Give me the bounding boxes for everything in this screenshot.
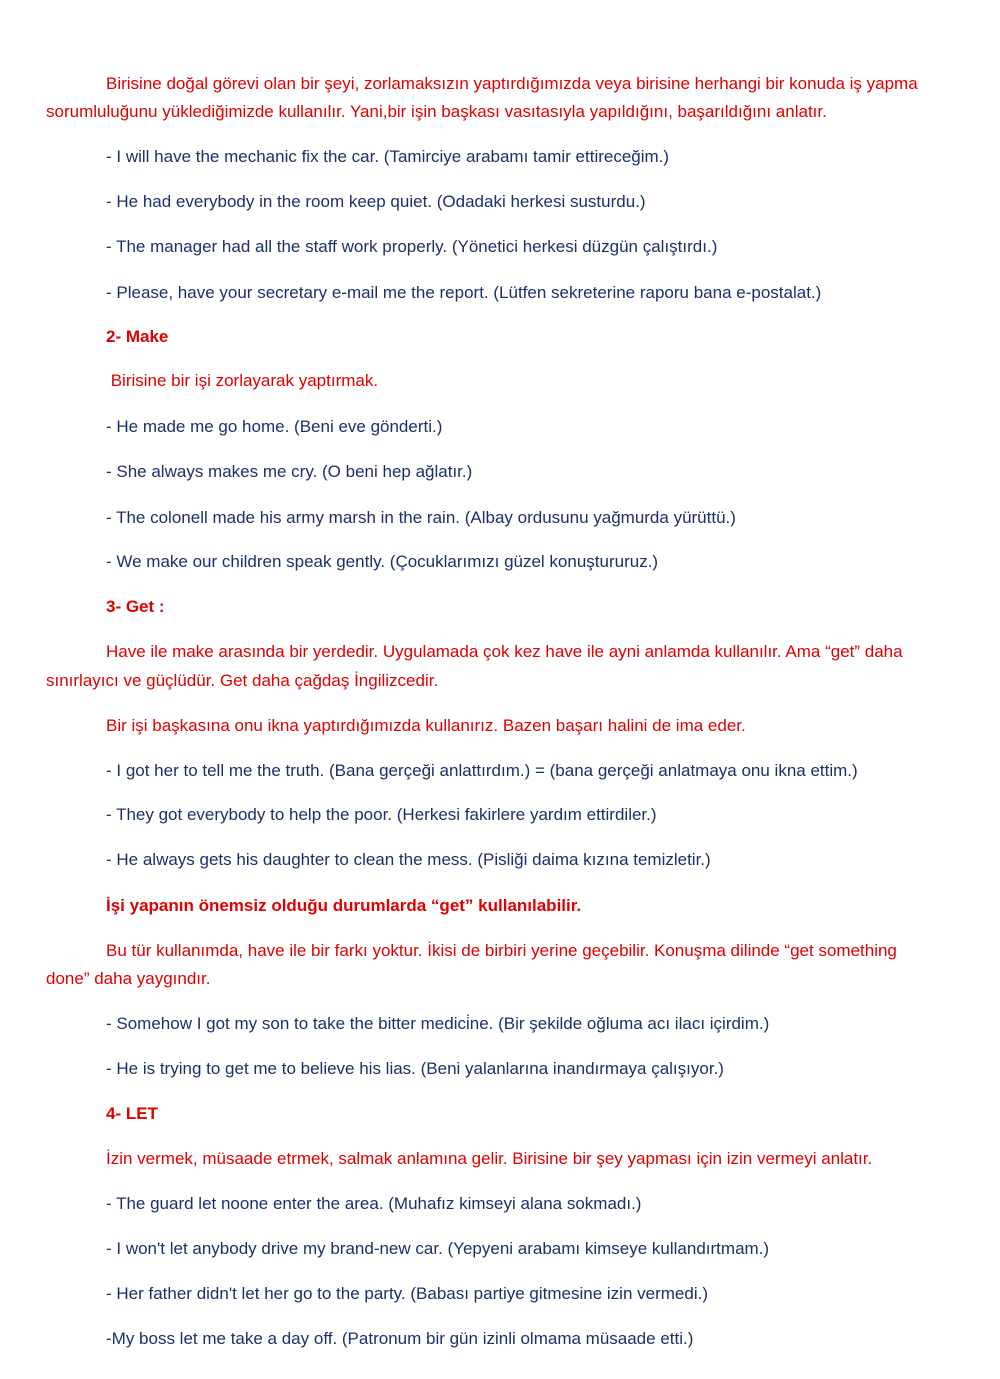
have-example-3: - The manager had all the staff work properly. (Yönetici herkesi düzgün çalıştırdı.) <box>106 237 718 256</box>
get-example-3: - He always gets his daughter to clean the mess. (Pisliği daima kızına temizletir.) <box>106 850 711 869</box>
have-example-1: - I will have the mechanic fix the car. (Tamirciye arabamı tamir ettireceğim.) <box>106 147 670 166</box>
let-example-3: - Her father didn't let her go to the party. (Babası partiye gitmesine izin vermedi.) <box>106 1284 708 1303</box>
intro-line-1: Birisine doğal görevi olan bir şeyi, zorlamaksızın yaptırdığımızda veya birisine herhangi bir konuda iş yapma <box>106 74 918 93</box>
let-example-1: - The guard let noone enter the area. (Muhafız kimseyi alana sokmadı.) <box>106 1194 642 1213</box>
let-example-4: -My boss let me take a day off. (Patronum bir gün izinli olmama müsaade etti.) <box>106 1329 694 1348</box>
get-desc2: Bir işi başkasına onu ikna yaptırdığımızda kullanırız. Bazen başarı halini de ima eder. <box>106 716 746 735</box>
get-desc3-line-1: Bu tür kullanımda, have ile bir farkı yoktur. İkisi de birbiri yerine geçebilir. Konuşma dilinde “get something <box>106 941 897 960</box>
have-example-2: - He had everybody in the room keep quiet. (Odadaki herkesi susturdu.) <box>106 192 646 211</box>
intro-line-2: sorumluluğunu yüklediğimizde kullanılır. Yani,bir işin başkası vasıtasıyla yapıldığını, başarıldığını anlatır. <box>46 102 827 121</box>
get-desc1-line-2: sınırlayıcı ve güçlüdür. Get daha çağdaş İngilizcedir. <box>46 671 439 690</box>
get-heading: 3- Get : <box>106 597 165 616</box>
let-heading: 4- LET <box>106 1104 158 1123</box>
get-desc3-line-2: done” daha yaygındır. <box>46 969 211 988</box>
get-desc1-line-1: Have ile make arasında bir yerdedir. Uygulamada çok kez have ile ayni anlamda kullanılır. Ama “get” daha <box>106 642 903 661</box>
get-example-2: - They got everybody to help the poor. (Herkesi fakirlere yardım ettirdiler.) <box>106 805 657 824</box>
let-description: İzin vermek, müsaade etrmek, salmak anlamına gelir. Birisine bir şey yapması için izin vermeyi anlatır. <box>106 1149 873 1168</box>
make-heading: 2- Make <box>106 327 169 346</box>
make-description: Birisine bir işi zorlayarak yaptırmak. <box>106 371 379 390</box>
let-example-2: - I won't let anybody drive my brand-new car. (Yepyeni arabamı kimseye kullandırtmam.) <box>106 1239 770 1258</box>
get-example-1: - I got her to tell me the truth. (Bana gerçeği anlattırdım.) = (bana gerçeği anlatmaya onu ikna ettim.) <box>106 761 858 780</box>
get-example2-1: - Somehow I got my son to take the bitter medici̇ne. (Bir şekilde oğluma acı ilacı içirdim.) <box>106 1014 770 1033</box>
make-example-3: - The colonell made his army marsh in the rain. (Albay ordusunu yağmurda yürüttü.) <box>106 508 736 527</box>
have-example-4: - Please, have your secretary e-mail me the report. (Lütfen sekreterine raporu bana e-postalat.) <box>106 283 822 302</box>
get-example2-2: - He is trying to get me to believe his lias. (Beni yalanlarına inandırmaya çalışıyor.) <box>106 1059 724 1078</box>
make-example-2: - She always makes me cry. (O beni hep ağlatır.) <box>106 462 473 481</box>
get-subheading: İşi yapanın önemsiz olduğu durumlarda “get” kullanılabilir. <box>106 896 582 915</box>
make-example-4: - We make our children speak gently. (Çocuklarımızı güzel konuştururuz.) <box>106 552 659 571</box>
make-example-1: - He made me go home. (Beni eve gönderti.) <box>106 417 443 436</box>
